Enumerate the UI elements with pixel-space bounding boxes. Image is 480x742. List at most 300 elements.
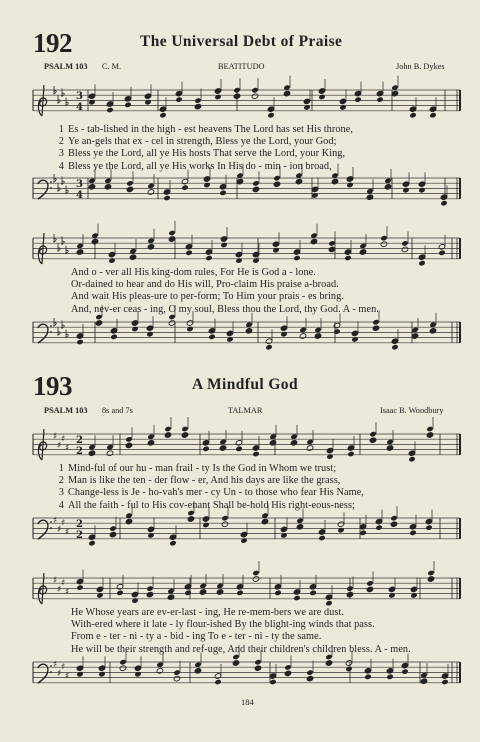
note-head	[346, 591, 353, 597]
sharp-icon: ♯	[53, 660, 58, 670]
sharp-icon: ♯	[57, 441, 62, 452]
note-head	[76, 578, 83, 584]
note-head	[265, 338, 272, 344]
note-head	[96, 592, 103, 598]
note-head	[280, 526, 287, 532]
note-head	[331, 178, 338, 184]
note-head	[427, 576, 434, 582]
lyric-line: 2 Ye an-gels that ex - cel in strength, Bless ye the Lord, your God;	[58, 136, 337, 148]
note-head	[168, 230, 175, 236]
note-head	[98, 671, 105, 677]
tune-name: BEATITUDO	[218, 62, 265, 71]
note-head	[220, 242, 227, 248]
note-head	[252, 257, 259, 263]
note-head	[372, 325, 379, 331]
note-head	[314, 333, 321, 339]
note-head	[337, 521, 344, 527]
note-head	[333, 322, 340, 328]
note-head	[131, 326, 138, 332]
note-head	[124, 102, 131, 108]
lyric-line: And o - ver all His king-dom rules, For He is God a - lone.	[71, 267, 316, 278]
note-head	[205, 249, 212, 255]
note-head	[186, 320, 193, 326]
note-head	[181, 426, 188, 432]
note-head	[299, 333, 306, 339]
note-head	[169, 540, 176, 546]
note-head	[98, 665, 105, 671]
sharp-icon: ♯	[61, 578, 66, 589]
note-head	[252, 180, 259, 186]
note-head	[226, 336, 233, 342]
note-head	[366, 580, 373, 586]
note-head	[267, 112, 274, 118]
note-head	[441, 679, 448, 685]
lyric-line: With-ered where it late - ly flour-ished By the blight-ing winds that pass.	[71, 619, 375, 631]
note-head	[252, 576, 259, 582]
note-head	[159, 106, 166, 112]
note-head	[134, 665, 141, 671]
note-head	[173, 675, 180, 681]
note-head	[254, 659, 261, 665]
time-signature-top: 3	[76, 91, 83, 102]
note-head	[311, 192, 318, 198]
note-head	[187, 516, 194, 522]
note-head	[346, 176, 353, 182]
note-head	[345, 660, 352, 666]
note-head	[214, 88, 221, 94]
note-head	[409, 524, 416, 530]
note-head	[318, 94, 325, 100]
note-head	[119, 659, 126, 665]
note-head	[293, 249, 300, 255]
note-head	[164, 432, 171, 438]
hymn-title: A Mindful God	[192, 376, 298, 393]
bass-clef-dot	[50, 325, 52, 327]
lyrics-block	[71, 267, 379, 316]
lyric-line: From e - ter - ni - ty a - bid - ing To e - ter - ni - ty the same.	[71, 631, 322, 643]
note-head	[219, 184, 226, 190]
note-head	[401, 240, 408, 246]
note-head	[376, 96, 383, 102]
note-head	[108, 251, 115, 257]
tune-name: TALMAR	[228, 406, 263, 415]
note-head	[306, 675, 313, 681]
note-head	[181, 184, 188, 190]
note-head	[344, 255, 351, 261]
note-head	[390, 515, 397, 521]
bass-clef-dot	[50, 187, 52, 189]
note-head	[326, 447, 333, 453]
note-head	[359, 530, 366, 536]
note-head	[296, 524, 303, 530]
hymn-title: The Universal Debt of Praise	[140, 33, 343, 50]
note-head	[184, 590, 191, 596]
note-head	[168, 320, 175, 326]
note-head	[425, 524, 432, 530]
note-head	[284, 664, 291, 670]
note-head	[110, 334, 117, 340]
bass-clef-dot	[50, 671, 52, 673]
note-head	[144, 93, 151, 99]
note-head	[203, 182, 210, 188]
note-head	[146, 585, 153, 591]
flat-icon	[58, 95, 60, 103]
note-head	[364, 668, 371, 674]
note-head	[76, 584, 83, 590]
note-head	[164, 426, 171, 432]
note-head	[147, 532, 154, 538]
note-head	[364, 674, 371, 680]
hymn-number: 192	[33, 28, 72, 58]
note-head	[303, 98, 310, 104]
note-head	[173, 669, 180, 675]
flat-icon	[66, 98, 68, 106]
note-head	[440, 194, 447, 200]
time-signature-bottom: 4	[76, 190, 83, 201]
note-head	[328, 240, 335, 246]
note-head	[293, 255, 300, 261]
note-head	[163, 189, 170, 195]
music-staff	[0, 84, 480, 124]
sharp-icon: ♯	[57, 585, 62, 596]
note-head	[95, 320, 102, 326]
music-staff	[0, 656, 480, 696]
note-head	[418, 187, 425, 193]
note-head	[345, 666, 352, 672]
note-head	[252, 445, 259, 451]
note-head	[280, 325, 287, 331]
note-head	[410, 592, 417, 598]
note-head	[104, 184, 111, 190]
psalm-reference: PSALM 103	[44, 406, 88, 415]
note-head	[438, 250, 445, 256]
note-head	[303, 104, 310, 110]
note-head	[175, 96, 182, 102]
note-head	[236, 584, 243, 590]
note-head	[418, 254, 425, 260]
note-head	[110, 328, 117, 334]
note-head	[409, 530, 416, 536]
note-head	[325, 594, 332, 600]
note-head	[181, 178, 188, 184]
note-head	[125, 442, 132, 448]
note-head	[251, 87, 258, 93]
note-head	[318, 529, 325, 535]
note-head	[273, 181, 280, 187]
bass-clef-dot	[50, 665, 52, 667]
note-head	[408, 456, 415, 462]
note-head	[202, 522, 209, 528]
note-head	[402, 187, 409, 193]
bass-clef-dot	[50, 181, 52, 183]
note-head	[163, 195, 170, 201]
note-head	[369, 437, 376, 443]
note-head	[306, 445, 313, 451]
composer: John B. Dykes	[396, 62, 445, 71]
note-head	[147, 526, 154, 532]
note-head	[240, 537, 247, 543]
note-head	[236, 590, 243, 596]
note-head	[125, 436, 132, 442]
note-head	[147, 244, 154, 250]
note-head	[184, 584, 191, 590]
note-head	[347, 445, 354, 451]
note-head	[186, 326, 193, 332]
note-head	[295, 178, 302, 184]
note-head	[203, 176, 210, 182]
note-head	[388, 592, 395, 598]
note-head	[146, 325, 153, 331]
note-head	[347, 451, 354, 457]
note-head	[391, 90, 398, 96]
lyrics-block	[71, 607, 411, 656]
note-head	[386, 674, 393, 680]
time-signature-bottom: 2	[76, 530, 83, 541]
note-head	[328, 246, 335, 252]
lyrics-block	[52, 463, 364, 512]
note-head	[131, 320, 138, 326]
note-head	[310, 238, 317, 244]
note-head	[202, 516, 209, 522]
sharp-icon: ♯	[53, 516, 58, 526]
note-head	[293, 595, 300, 601]
note-head	[290, 440, 297, 446]
note-head	[252, 451, 259, 457]
page-number: 184	[241, 697, 254, 707]
note-head	[375, 524, 382, 530]
music-staff	[0, 316, 480, 356]
note-head	[214, 679, 221, 685]
note-head	[402, 181, 409, 187]
note-head	[216, 589, 223, 595]
psalm-reference: PSALM 103	[44, 62, 88, 71]
note-head	[309, 590, 316, 596]
note-head	[386, 445, 393, 451]
time-signature-top: 3	[76, 179, 83, 190]
bass-clef-dot	[50, 527, 52, 529]
note-head	[293, 589, 300, 595]
note-head	[236, 178, 243, 184]
hymn-number: 193	[33, 371, 72, 401]
note-head	[401, 246, 408, 252]
note-head	[245, 328, 252, 334]
music-staff	[0, 572, 480, 612]
note-head	[221, 521, 228, 527]
note-head	[235, 251, 242, 257]
note-head	[265, 344, 272, 350]
lyric-line: 4 All the faith - ful to His cov-enant Shall be-hold His right-eous-ness;	[58, 499, 355, 511]
bass-clef-dot	[50, 521, 52, 523]
note-head	[369, 431, 376, 437]
note-head	[91, 238, 98, 244]
sharp-icon: ♯	[53, 576, 58, 586]
note-head	[88, 184, 95, 190]
music-staff	[0, 232, 480, 272]
sharp-icon: ♯	[65, 443, 70, 454]
note-head	[116, 584, 123, 590]
note-head	[219, 190, 226, 196]
composer: Isaac B. Woodbury	[380, 406, 444, 415]
note-head	[346, 182, 353, 188]
note-head	[359, 249, 366, 255]
note-head	[411, 333, 418, 339]
note-head	[76, 339, 83, 345]
note-head	[156, 668, 163, 674]
note-head	[88, 450, 95, 456]
note-head	[410, 586, 417, 592]
note-head	[326, 453, 333, 459]
note-head	[194, 668, 201, 674]
lyric-line: 1 Mind-ful of our hu - man frail - ty Is the God in Whom we trust;	[58, 463, 337, 474]
note-head	[366, 586, 373, 592]
note-head	[418, 260, 425, 266]
sharp-icon: ♯	[61, 434, 66, 445]
time-signature-top: 2	[76, 519, 83, 530]
note-head	[354, 90, 361, 96]
note-head	[366, 194, 373, 200]
music-staff	[0, 172, 480, 212]
sharp-icon: ♯	[57, 669, 62, 680]
note-head	[126, 186, 133, 192]
note-head	[240, 531, 247, 537]
note-head	[129, 254, 136, 260]
lyric-line: 1 Es - tab-lished in the high - est heavens The Lord has set His throne,	[58, 124, 353, 135]
note-head	[235, 440, 242, 446]
note-head	[427, 570, 434, 576]
note-head	[233, 93, 240, 99]
note-head	[109, 531, 116, 537]
note-head	[108, 257, 115, 263]
note-head	[88, 534, 95, 540]
note-head	[252, 186, 259, 192]
note-head	[208, 334, 215, 340]
note-head	[232, 660, 239, 666]
note-head	[426, 426, 433, 432]
note-head	[309, 584, 316, 590]
note-head	[252, 251, 259, 257]
note-head	[194, 97, 201, 103]
note-head	[372, 319, 379, 325]
note-head	[391, 338, 398, 344]
note-head	[339, 104, 346, 110]
note-head	[126, 180, 133, 186]
note-head	[359, 524, 366, 530]
note-head	[351, 336, 358, 342]
note-head	[269, 440, 276, 446]
flat-icon	[62, 176, 64, 184]
note-head	[214, 673, 221, 679]
lyric-line: And wait His pleas-ure to per-form; To Him your prais - es bring.	[71, 291, 344, 303]
note-head	[311, 186, 318, 192]
flat-icon	[62, 320, 64, 328]
note-head	[391, 344, 398, 350]
bass-clef-dot	[50, 331, 52, 333]
note-head	[318, 535, 325, 541]
note-head	[440, 200, 447, 206]
note-head	[337, 527, 344, 533]
note-head	[269, 679, 276, 685]
time-signature-top: 2	[76, 435, 83, 446]
note-head	[401, 662, 408, 668]
sharp-icon: ♯	[65, 671, 70, 682]
meter: 8s and 7s	[102, 406, 133, 415]
note-head	[88, 540, 95, 546]
note-head	[284, 670, 291, 676]
note-head	[131, 597, 138, 603]
note-head	[351, 330, 358, 336]
note-head	[267, 106, 274, 112]
note-head	[408, 450, 415, 456]
sharp-icon: ♯	[57, 525, 62, 536]
note-head	[76, 665, 83, 671]
note-head	[194, 103, 201, 109]
note-head	[251, 93, 258, 99]
note-head	[280, 331, 287, 337]
note-head	[175, 90, 182, 96]
note-head	[269, 673, 276, 679]
note-head	[272, 241, 279, 247]
note-head	[106, 107, 113, 113]
flat-icon	[62, 236, 64, 244]
lyric-line: 4 Bless ye the Lord, all ye His works In His do - min - ion broad,	[58, 160, 332, 172]
note-head	[205, 255, 212, 261]
note-head	[438, 244, 445, 250]
note-head	[76, 249, 83, 255]
lyric-line: 3 Change-less is Je - ho-vah's mer - cy Un - to those who fear His Name,	[58, 487, 364, 499]
note-head	[325, 600, 332, 606]
note-head	[388, 586, 395, 592]
lyric-line: And, nev-er ceas - ing, O my soul, Bless thou the Lord, thy God. A - men.	[71, 303, 379, 315]
lyric-line: Or-dained to hear and do His will, Pro-claim His praise a-broad.	[71, 279, 339, 291]
flat-icon	[58, 243, 60, 251]
note-head	[339, 98, 346, 104]
flat-icon	[66, 186, 68, 194]
note-head	[354, 96, 361, 102]
note-head	[429, 328, 436, 334]
note-head	[219, 445, 226, 451]
note-head	[233, 87, 240, 93]
note-head	[441, 673, 448, 679]
note-head	[147, 189, 154, 195]
note-head	[221, 515, 228, 521]
note-head	[88, 93, 95, 99]
note-head	[425, 518, 432, 524]
note-head	[185, 250, 192, 256]
note-head	[376, 90, 383, 96]
note-head	[106, 101, 113, 107]
flat-icon	[66, 330, 68, 338]
lyric-line: 2 Man is like the ten - der flow - er, And his days are like the grass,	[58, 475, 341, 487]
note-head	[199, 589, 206, 595]
note-head	[124, 96, 131, 102]
sharp-icon: ♯	[61, 518, 66, 529]
note-head	[202, 446, 209, 452]
note-head	[235, 257, 242, 263]
note-head	[208, 328, 215, 334]
note-head	[280, 532, 287, 538]
flat-icon	[66, 246, 68, 254]
music-staff	[0, 512, 480, 552]
note-head	[272, 247, 279, 253]
flat-icon	[58, 327, 60, 335]
note-head	[202, 440, 209, 446]
note-head	[167, 594, 174, 600]
note-head	[134, 671, 141, 677]
time-signature-bottom: 4	[76, 102, 83, 113]
sharp-icon: ♯	[65, 587, 70, 598]
note-head	[390, 521, 397, 527]
note-head	[144, 99, 151, 105]
